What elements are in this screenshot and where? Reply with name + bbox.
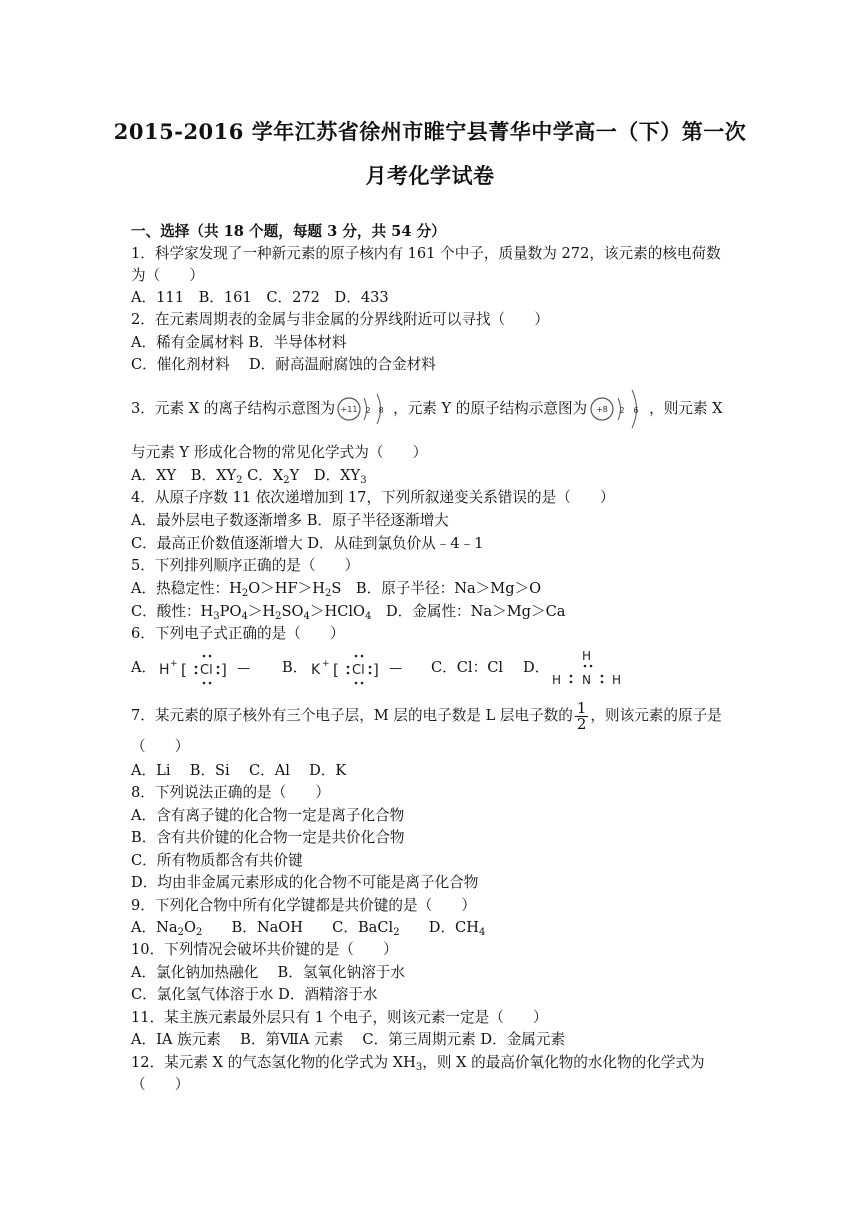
question-3-text-b: ，元素 Y 的原子结构示意图为 bbox=[393, 400, 588, 417]
question-7 bbox=[131, 698, 722, 734]
question-4-options-ab: A．最外层电子数逐渐增多 B．原子半径逐渐增大 bbox=[131, 512, 449, 529]
y-atom-structure-diagram bbox=[589, 386, 647, 432]
svg-text:—: — bbox=[237, 661, 250, 676]
question-3-options: A．XY B．$XY_2$ C．$X_2Y$ D．$XY_3$ bbox=[131, 467, 367, 486]
question-12-cont: （ ） bbox=[131, 1076, 190, 1093]
question-1-options: A．111 B．161 C．272 D．433 bbox=[131, 289, 389, 306]
svg-text:+: + bbox=[170, 659, 178, 669]
svg-text:Cl: Cl bbox=[200, 663, 213, 678]
question-5-options-cd: C．酸性：$H_3PO_4>H_2SO_4>HClO_4$ D．金属性：Na＞Mg＞Ca bbox=[131, 603, 566, 622]
y-shell-2-count: 6 bbox=[633, 406, 639, 415]
question-4-options-cd: C．最高正价数值逐渐增大 D．从硅到氯负价从﹣4﹣1 bbox=[131, 535, 484, 552]
option-b-electron-formula bbox=[309, 648, 409, 688]
exam-title-line2: 月考化学试卷 bbox=[365, 163, 495, 188]
question-12: 12．某元素 X 的气态氢化物的化学式为 $XH_3$，则 X 的最高价氧化物的水化物的化学式为 bbox=[131, 1054, 705, 1073]
svg-text:H: H bbox=[582, 649, 592, 663]
question-7-cont: （ ） bbox=[131, 738, 190, 755]
question-5: 5．下列排列顺序正确的是（ ） bbox=[131, 557, 360, 574]
svg-text:[: [ bbox=[333, 661, 339, 679]
question-10-options-ab: A．氯化钠加热融化 B．氢氧化钠溶于水 bbox=[131, 964, 405, 981]
question-3-cont: 与元素 Y 形成化合物的常见化学式为（ ） bbox=[131, 444, 428, 461]
question-8-option-b: B．含有共价键的化合物一定是共价化合物 bbox=[131, 829, 405, 846]
svg-text:]: ] bbox=[373, 661, 379, 679]
question-2: 2．在元素周期表的金属与非金属的分界线附近可以寻找（ ） bbox=[131, 311, 549, 328]
question-3 bbox=[131, 386, 723, 432]
question-7-options: A．Li B．Si C．Al D．K bbox=[131, 762, 347, 779]
fraction-one-half: $\frac{1}{2}$ bbox=[576, 698, 587, 733]
question-8-option-d: D．均由非金属元素形成的化合物不可能是离子化合物 bbox=[131, 874, 479, 891]
x-nucleus-charge: +11 bbox=[340, 405, 358, 414]
question-7-text-a: 7．某元素的原子核外有三个电子层，M 层的电子数是 L 层电子数的 bbox=[131, 707, 573, 724]
svg-text:+: + bbox=[322, 659, 330, 669]
question-11: 11．某主族元素最外层只有 1 个电子，则该元素一定是（ ） bbox=[131, 1009, 548, 1026]
question-8-option-a: A．含有离子键的化合物一定是离子化合物 bbox=[131, 807, 405, 824]
question-9-options: A．$Na_2O_2$ B．NaOH C．BaCl$_2$ D．$CH_4$ bbox=[131, 919, 486, 938]
svg-text:N: N bbox=[582, 673, 591, 687]
option-d-label: D． bbox=[523, 659, 550, 676]
question-1: 1．科学家发现了一种新元素的原子核内有 161 个中子，质量数为 272，该元素的核电荷数 bbox=[131, 245, 721, 262]
question-3-text-c: ，则元素 X bbox=[649, 400, 723, 417]
question-6: 6．下列电子式正确的是（ ） bbox=[131, 625, 345, 642]
svg-text:H: H bbox=[612, 673, 622, 687]
question-9: 9．下列化合物中所有化学键都是共价键的是（ ） bbox=[131, 897, 476, 914]
exam-title-line1: 2015-2016 学年江苏省徐州市睢宁县菁华中学高一（下）第一次 bbox=[113, 119, 747, 144]
svg-text:]: ] bbox=[221, 661, 227, 679]
question-2-options-ab: A．稀有金属材料 B．半导体材料 bbox=[131, 334, 347, 351]
question-10-options-cd: C．氯化氢气体溶于水 D．酒精溶于水 bbox=[131, 986, 378, 1003]
option-b-label: B． bbox=[282, 659, 308, 676]
option-a-label: A． bbox=[131, 659, 157, 676]
svg-text:H: H bbox=[159, 662, 170, 678]
svg-text:—: — bbox=[389, 661, 402, 676]
section-heading: 一、选择（共 18 个题，每题 3 分，共 54 分） bbox=[131, 223, 446, 240]
option-c: C．Cl：Cl bbox=[431, 659, 504, 676]
question-3-text-a: 3．元素 X 的离子结构示意图为 bbox=[131, 400, 336, 417]
question-4: 4．从原子序数 11 依次递增加到 17，下列所叙递变关系错误的是（ ） bbox=[131, 489, 615, 506]
question-6-options bbox=[131, 646, 751, 692]
question-1-cont: 为（ ） bbox=[131, 267, 204, 284]
x-shell-2-count: 8 bbox=[378, 406, 384, 415]
x-shell-1-count: 2 bbox=[365, 406, 371, 415]
y-nucleus-charge: +8 bbox=[596, 405, 609, 414]
question-7-text-b: ，则该元素的原子是 bbox=[590, 707, 722, 724]
question-8: 8．下列说法正确的是（ ） bbox=[131, 784, 331, 801]
option-a-electron-formula bbox=[157, 648, 257, 688]
svg-text:K: K bbox=[311, 662, 321, 678]
option-d-electron-formula bbox=[549, 646, 625, 692]
svg-text:[: [ bbox=[181, 661, 187, 679]
svg-text:Cl: Cl bbox=[352, 663, 365, 678]
y-shell-1-count: 2 bbox=[619, 406, 625, 415]
question-8-option-c: C．所有物质都含有共价键 bbox=[131, 852, 303, 869]
question-5-options-ab: A．热稳定性：$H_2O>HF>H_2S$ B．原子半径：Na＞Mg＞O bbox=[131, 580, 542, 599]
x-ion-structure-diagram bbox=[337, 386, 391, 432]
svg-text:H: H bbox=[552, 673, 562, 687]
question-10: 10．下列情况会破坏共价键的是（ ） bbox=[131, 941, 398, 958]
question-11-options: A．ⅠA 族元素 B．第ⅦA 元素 C．第三周期元素 D．金属元素 bbox=[131, 1031, 566, 1048]
question-2-options-cd: C．催化剂材料 D．耐高温耐腐蚀的合金材料 bbox=[131, 356, 436, 373]
